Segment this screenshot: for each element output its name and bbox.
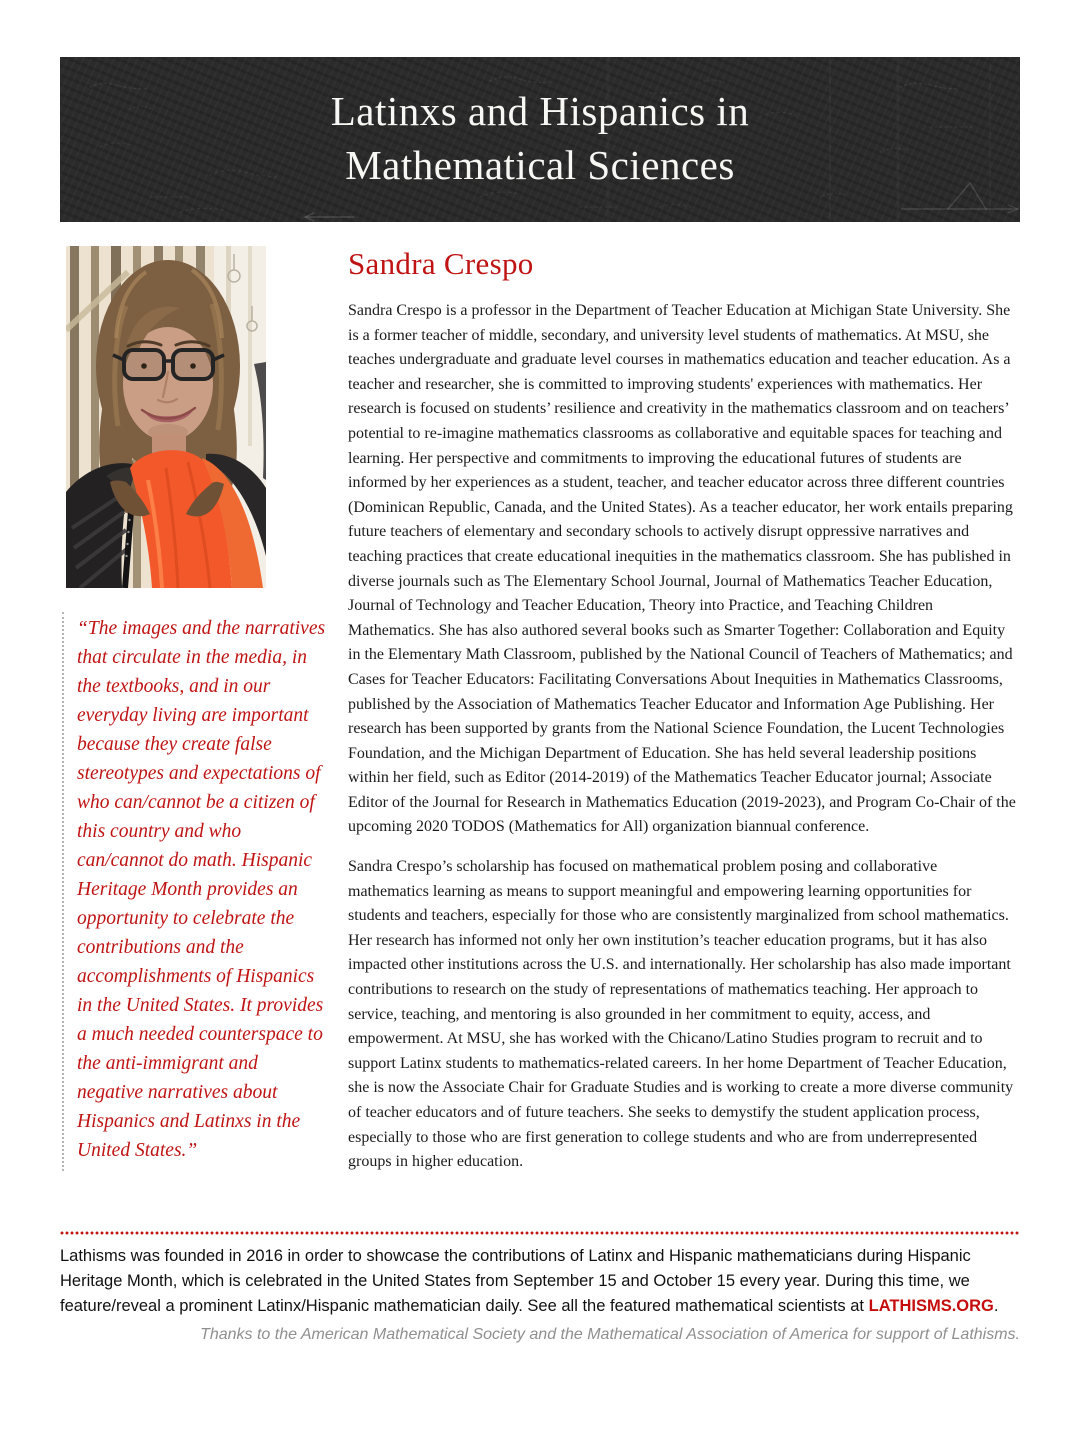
footer bbox=[60, 1244, 1020, 1344]
bio-column bbox=[332, 246, 1020, 1190]
profile-photo bbox=[66, 246, 266, 588]
bio-paragraph-2: Sandra Crespo’s scholarship has focused on mathematical problem posing and collaborative mathematics learning as means to support meaningful and empowering learning opportunities for students and teachers, especially for those who are consistently marginalized from school mathematics. Her research has informed not only her own institution’s teacher education programs, but it has also impacted other institutions across the U.S. and internationally. Her scholarship has also made important contributions to research on the study of representations of mathematics teaching. Her approach to service, teaching, and mentoring is also grounded in her commitment to equity, access, and empowerment. At MSU, she has worked with the Chicano/Latino Studies program to recruit and to support Latinx students to mathematics-related careers. In her home Department of Teacher Education, she is now the Associate Chair for Graduate Studies and is working to create a more diverse community of teacher educators and of future teachers. She seeks to demystify the student application process, especially to those who are first generation to college students and who are from underrepresented groups in higher education. bbox=[348, 858, 1014, 1171]
profile-name-heading: Sandra Crespo bbox=[348, 246, 534, 281]
footer-about-text: Lathisms was founded in 2016 in order to showcase the contributions of Latinx and Hispanic mathematicians during Hispanic Heritage Month, which is celebrated in the United States from September 15 and October 15 every year. During this time, we feature/reveal a prominent Latinx/Hispanic mathematician daily. See all the featured mathematical scientists at bbox=[60, 1247, 971, 1315]
footer-about bbox=[60, 1244, 1020, 1318]
footer-about-period: . bbox=[993, 1296, 999, 1315]
footer-thanks: Thanks to the American Mathematical Society and the Mathematical Association of America for support of Lathisms. bbox=[200, 1326, 1020, 1344]
main-content bbox=[60, 246, 1020, 1221]
flyer-page bbox=[0, 57, 1080, 1455]
bio-paragraph-1: Sandra Crespo is a professor in the Department of Teacher Education at Michigan State University. She is a former teacher of middle, secondary, and university level students of mathematics. At MSU, she teaches undergraduate and graduate level courses in mathematics education and teacher education. As a teacher and researcher, she is committed to improving students' experiences with mathematics. Her research is focused on students’ resilience and creativity in the mathematics classroom and on teachers’ potential to re-imagine mathematics classrooms as collaborative and equitable spaces for teaching and learning. Her perspective and commitments to improving the educational futures of students are informed by her experiences as a student, teacher, and teacher educator across three different countries (Dominican Republic, Canada, and the United States). As a teacher educator, her work entails preparing future teachers of elementary and secondary schools to actively disrupt oppressive narratives and teaching practices that create educational inequities in the mathematics classroom. She has published in diverse journals such as The Elementary School Journal, Journal of Mathematics Teacher Education, Journal of Technology and Teacher Education, Theory into Practice, and Teaching Children Mathematics. She has also authored several books such as Smarter Together: Collaboration and Equity in the Elementary Math Classroom, published by the National Council of Teachers of Mathematics; and Cases for Teacher Educators: Facilitating Conversations About Inequities in Mathematics Classrooms, published by the Association of Mathematics Teacher Educator and Information Age Publishing. Her research has been supported by grants from the National Science Foundation, the Lucent Technologies Foundation, and the Michigan Department of Education. She has held several leadership positions within her field, such as Editor (2014-2019) of the Mathematics Teacher Educator journal; Associate Editor of the Journal for Research in Mathematics Education (2019-2023), and Program Co-Chair of the upcoming 2020 TODOS (Mathematics for All) organization biannual conference. bbox=[348, 302, 1016, 836]
header-banner bbox=[60, 57, 1020, 222]
page-title bbox=[60, 57, 1020, 192]
page-title-line-1: Latinxs and Hispanics in bbox=[330, 88, 750, 134]
eye-right bbox=[190, 363, 196, 369]
pull-quote: “The images and the narratives that circulate in the media, in the textbooks, and in our everyday living are important because they create false stereotypes and expectations of who can/cannot be a citizen of this country and who can/cannot do math. Hispanic Heritage Month provides an opportunity to celebrate the contributions and the accomplishments of Hispanics in the United States. It provides a much needed counterspace to the anti-immigrant and negative narratives about Hispanics and Latinxs in the United States.” bbox=[62, 612, 326, 1171]
lathisms-link[interactable]: LATHISMS.ORG bbox=[868, 1296, 994, 1315]
page-title-line-2: Mathematical Sciences bbox=[345, 142, 735, 188]
portrait-illustration bbox=[66, 246, 266, 588]
left-column bbox=[60, 246, 332, 1171]
dotted-separator bbox=[60, 1231, 1020, 1235]
eye-left bbox=[141, 363, 147, 369]
